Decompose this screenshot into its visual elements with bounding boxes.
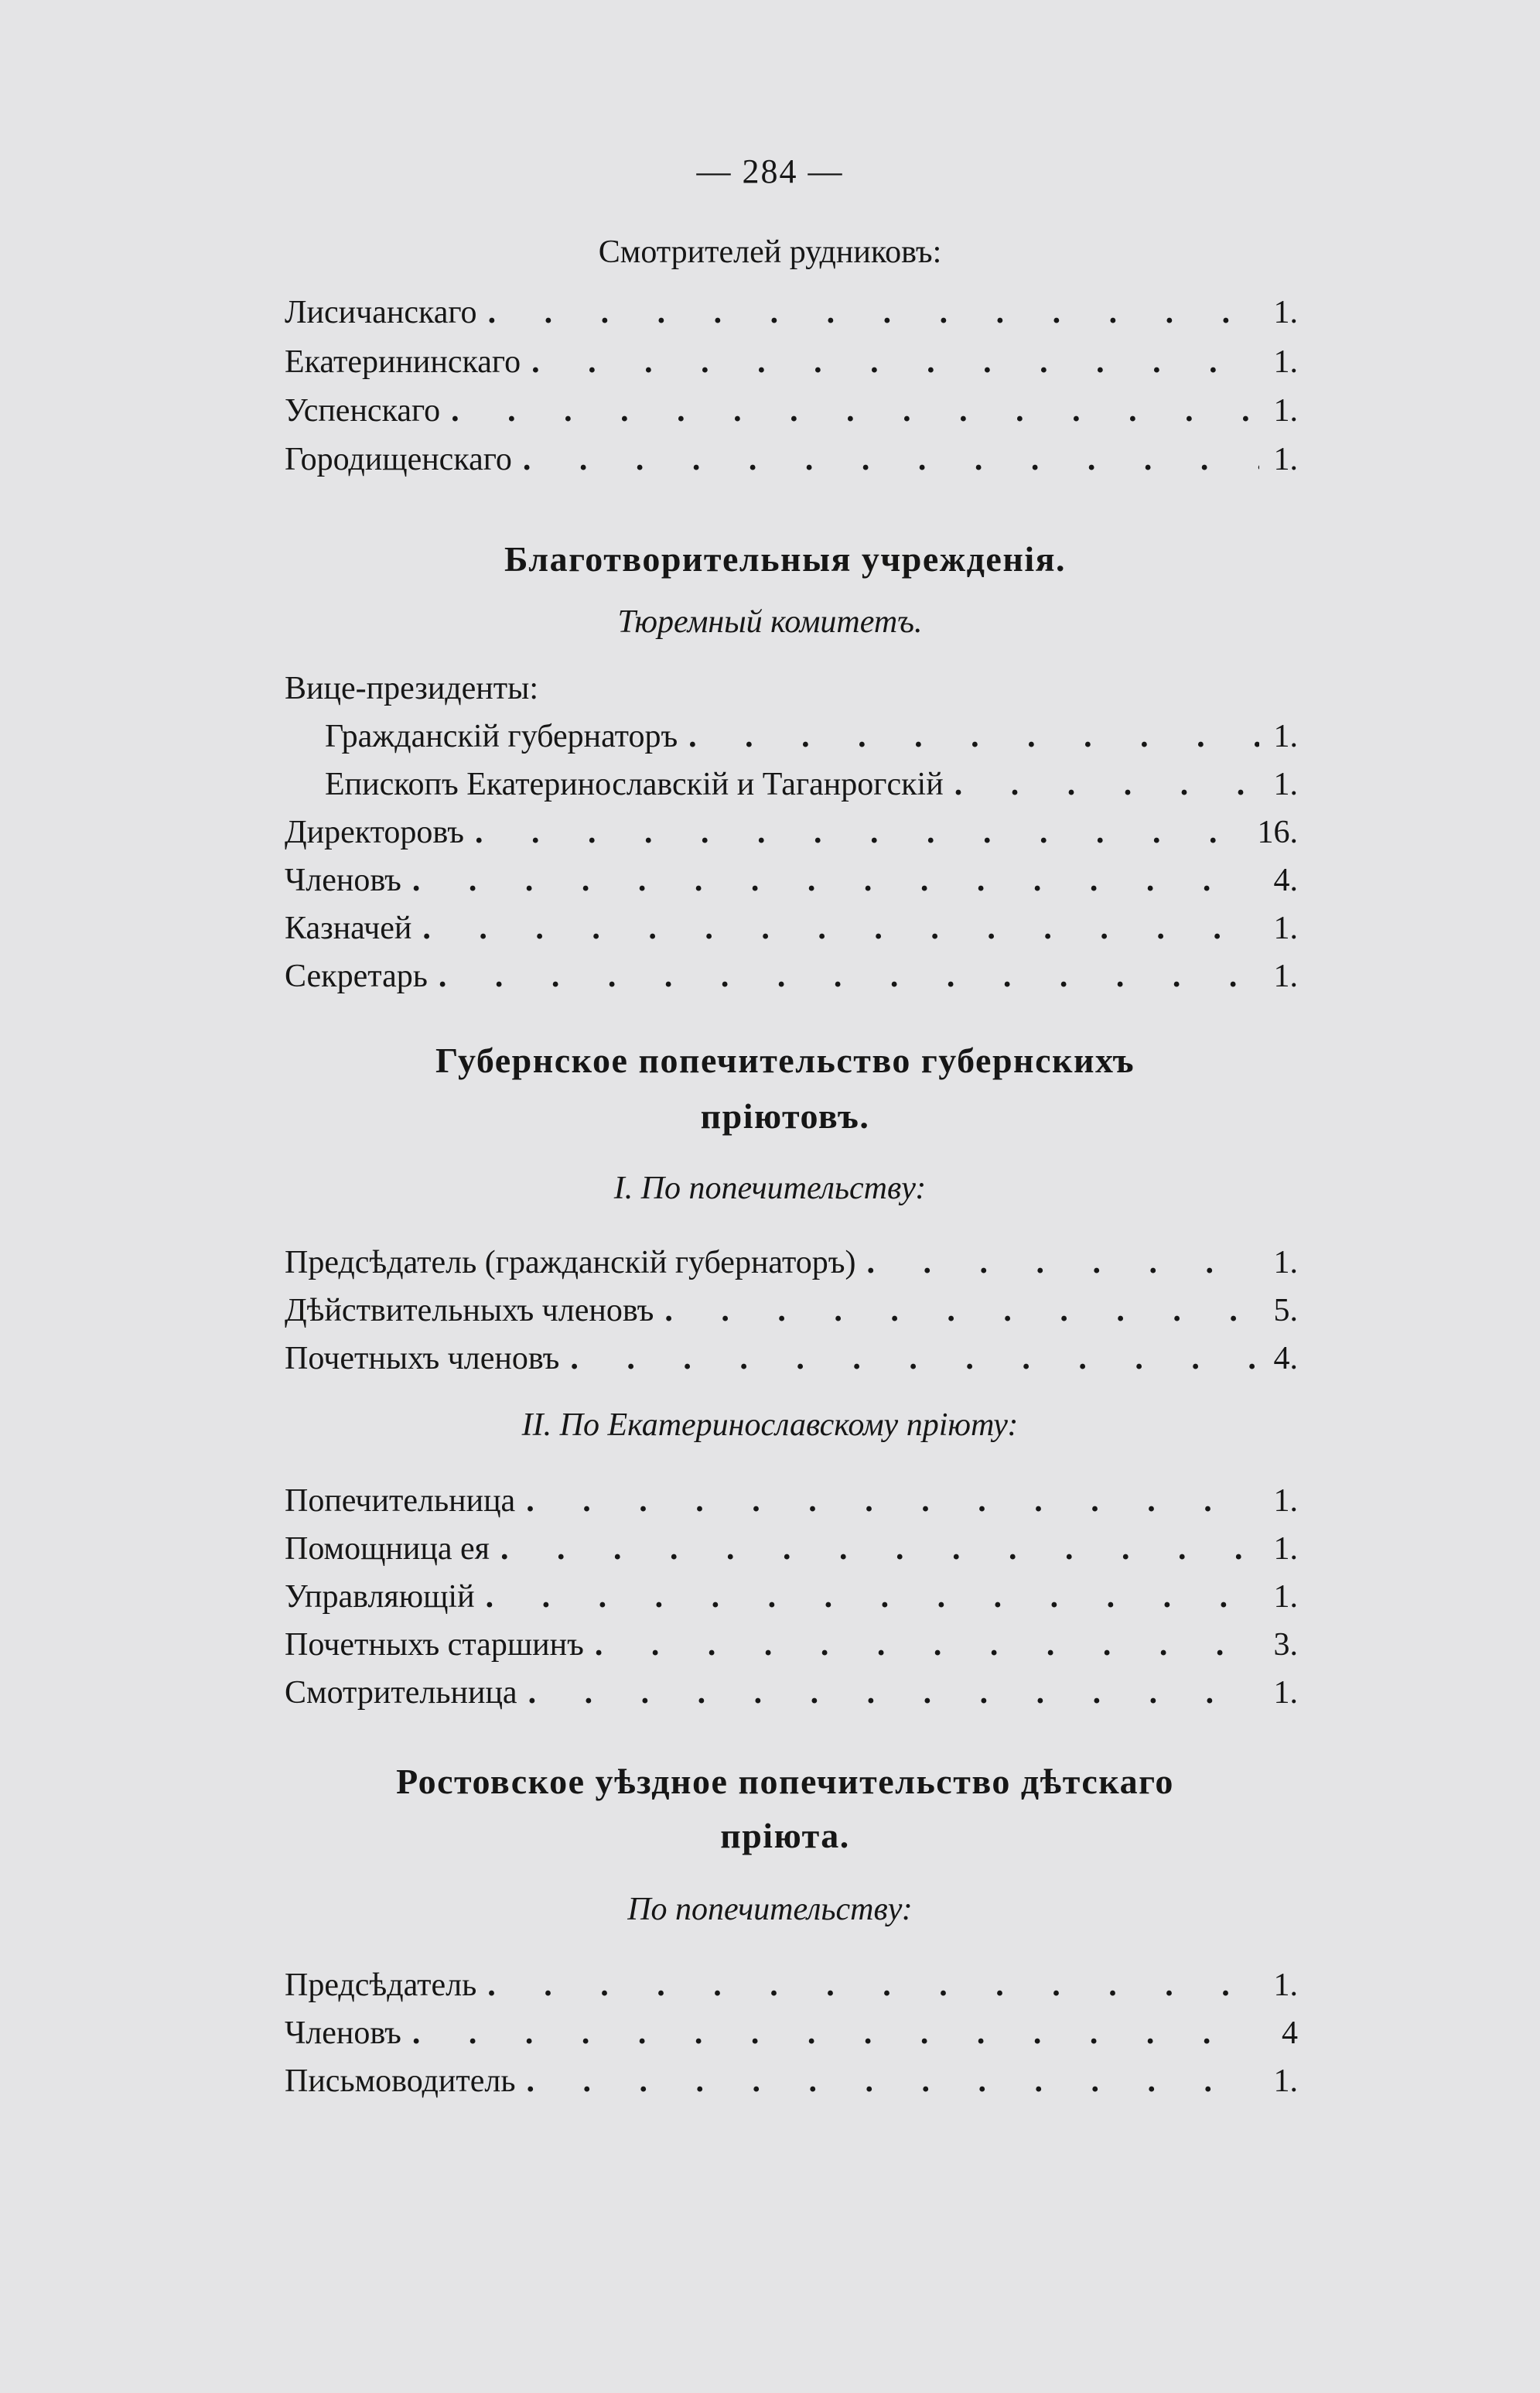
orphanages-section2-title: II. По Екатеринославскому пріюту: [521, 1407, 1019, 1443]
list-item [285, 1289, 1298, 1332]
list-item [285, 438, 1298, 481]
row-value: 1. [1273, 1531, 1298, 1567]
list-item [285, 907, 1298, 950]
list-item [285, 955, 1298, 998]
dot-leader [428, 955, 1259, 998]
dot-leader [411, 907, 1259, 950]
list-item [285, 291, 1298, 334]
row-value: 1. [1273, 1245, 1298, 1280]
dot-leader [401, 2012, 1259, 2055]
vice-presidents-label: Вице-президенты: [285, 671, 539, 706]
dot-leader [559, 1337, 1259, 1380]
list-item [285, 2012, 1298, 2055]
dot-leader [475, 1575, 1259, 1619]
row-label: Попечительница [285, 1483, 516, 1519]
row-label: Гражданскій губернаторъ [325, 719, 678, 754]
dot-leader [515, 2060, 1259, 2103]
row-label: Секретарь [285, 959, 428, 994]
dot-leader [856, 1241, 1260, 1284]
mines-title: Смотрителей рудниковъ: [598, 234, 942, 270]
list-item [285, 1964, 1298, 2007]
section-heading-orphanages-line2: пріютовъ. [700, 1096, 870, 1136]
row-value: 1. [1273, 767, 1298, 802]
subheading-prison-committee: Тюремный комитетъ. [617, 604, 923, 640]
row-value: 1. [1273, 1675, 1298, 1711]
dot-leader [944, 763, 1259, 806]
section-heading-rostov-line2: пріюта. [720, 1816, 850, 1855]
dot-leader [490, 1527, 1259, 1571]
row-label: Директоровъ [285, 815, 464, 850]
list-item [285, 811, 1298, 854]
row-label: Предсѣдатель (гражданскій губернаторъ) [285, 1245, 856, 1280]
row-value: 1. [1273, 911, 1298, 946]
row-value: 1. [1273, 2063, 1298, 2099]
list-item [285, 2060, 1298, 2103]
dot-leader [401, 859, 1259, 902]
section-heading-charity: Благотворительныя учрежденія. [504, 539, 1067, 579]
dot-leader [521, 340, 1259, 384]
list-item [285, 389, 1298, 432]
list-item [285, 1241, 1298, 1284]
list-item [285, 340, 1298, 384]
list-item [285, 1671, 1298, 1714]
section-heading-orphanages-line1: Губернское попечительство губернскихъ [435, 1041, 1135, 1080]
dot-leader [678, 715, 1259, 758]
list-item [285, 1479, 1298, 1523]
dot-leader [477, 291, 1259, 334]
row-label: Предсѣдатель [285, 1967, 477, 2003]
row-value: 1. [1273, 295, 1298, 330]
row-label: Лисичанскаго [285, 295, 477, 330]
row-value: 1. [1273, 1967, 1298, 2003]
row-label: Успенскаго [285, 393, 441, 429]
orphanages-section1-title: I. По попечительству: [613, 1171, 927, 1206]
row-value: 4. [1273, 863, 1298, 898]
dot-leader [654, 1289, 1259, 1332]
row-label: Городищенскаго [285, 442, 512, 477]
row-value: 4 [1282, 2015, 1298, 2051]
list-item [285, 1527, 1298, 1571]
row-label: Епископъ Екатеринославскій и Таганрогскій [325, 767, 944, 802]
rostov-section-title: По попечительству: [627, 1892, 913, 1927]
dot-leader [464, 811, 1253, 854]
row-value: 1. [1273, 1483, 1298, 1519]
list-item [325, 763, 1298, 806]
row-label: Почетныхъ членовъ [285, 1341, 560, 1376]
dot-leader [512, 438, 1259, 481]
row-value: 1. [1273, 959, 1298, 994]
dot-leader [584, 1623, 1259, 1667]
list-item [285, 1337, 1298, 1380]
row-value: 1. [1273, 719, 1298, 754]
row-label: Членовъ [285, 2015, 401, 2051]
row-value: 1. [1273, 442, 1298, 477]
row-label: Помощница ея [285, 1531, 490, 1567]
page-number: — 284 — [696, 152, 844, 190]
row-label: Дѣйствительныхъ членовъ [285, 1293, 654, 1328]
row-label: Казначей [285, 911, 412, 946]
row-label: Екатерининскаго [285, 344, 521, 380]
dot-leader [440, 389, 1259, 432]
dot-leader [517, 1671, 1259, 1714]
row-label: Смотрительница [285, 1675, 517, 1711]
row-value: 4. [1273, 1341, 1298, 1376]
row-value: 1. [1273, 344, 1298, 380]
dot-leader [515, 1479, 1259, 1523]
row-label: Управляющій [285, 1579, 475, 1615]
row-label: Письмоводитель [285, 2063, 516, 2099]
list-item [285, 1575, 1298, 1619]
row-value: 5. [1273, 1293, 1298, 1328]
dot-leader [476, 1964, 1259, 2007]
list-item [285, 859, 1298, 902]
row-value: 16. [1257, 815, 1298, 850]
row-value: 1. [1273, 1579, 1298, 1615]
section-heading-rostov-line1: Ростовское уѣздное попечительство дѣтскаго [396, 1762, 1174, 1801]
row-value: 3. [1273, 1627, 1298, 1663]
list-item [325, 715, 1298, 758]
row-label: Почетныхъ старшинъ [285, 1627, 584, 1663]
row-label: Членовъ [285, 863, 401, 898]
list-item [285, 1623, 1298, 1667]
row-value: 1. [1273, 393, 1298, 429]
